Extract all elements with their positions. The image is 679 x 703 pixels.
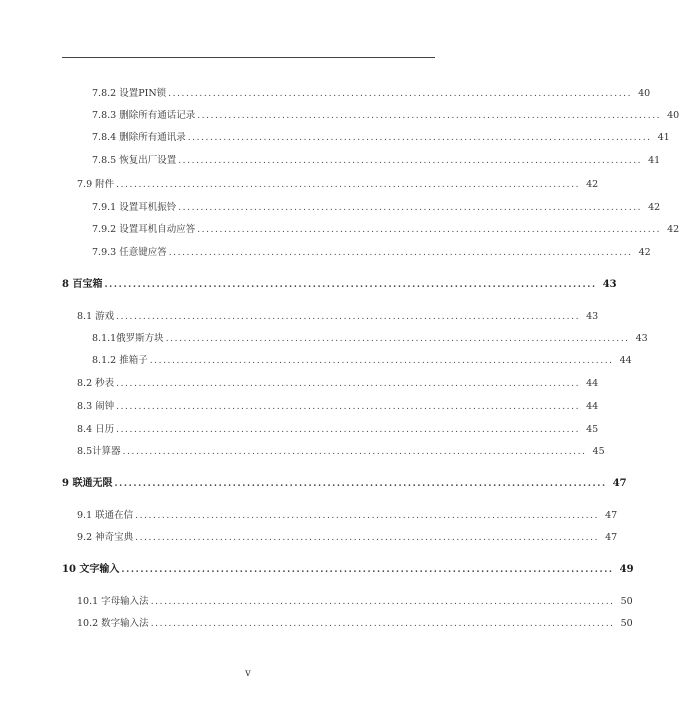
toc-entry-page: 42 [667, 224, 679, 235]
dot-leader: ........................................................................................................ [165, 334, 630, 344]
header-rule [62, 57, 435, 58]
toc-entry-page: 45 [592, 446, 605, 457]
toc-entry[interactable] [77, 594, 633, 610]
toc-entry-label: 8.1 游戏 [77, 311, 115, 322]
dot-leader: ........................................................................................................ [150, 619, 615, 629]
toc-entry[interactable] [77, 530, 618, 546]
dot-leader: ........................................................................................................ [178, 156, 643, 166]
toc-entry-page: 44 [619, 355, 632, 366]
dot-leader: ........................................................................................................ [116, 379, 581, 389]
toc-entry-page: 47 [605, 532, 618, 543]
dot-leader: ........................................................................................................ [121, 565, 614, 575]
toc-chapter-label: 10 文字输入 [62, 564, 120, 575]
toc-entry[interactable] [77, 422, 599, 438]
toc-entry-page: 44 [586, 401, 599, 412]
dot-leader: ........................................................................................................ [197, 225, 662, 235]
page-number: v [245, 668, 251, 679]
toc-chapter[interactable] [62, 476, 627, 492]
toc-entry[interactable] [92, 353, 632, 369]
dot-leader: ........................................................................................................ [135, 533, 600, 543]
toc-entry-label: 8.3 闹钟 [77, 401, 115, 412]
toc-entry-label: 7.8.3 删除所有通话记录 [92, 110, 196, 121]
toc-entry-page: 41 [657, 132, 670, 143]
toc-entry-label: 7.8.2 设置PIN锁 [92, 88, 167, 99]
toc-entry[interactable] [92, 200, 661, 216]
dot-leader: ........................................................................................................ [150, 597, 615, 607]
toc-chapter-page: 47 [612, 478, 627, 489]
toc-entry-page: 41 [648, 155, 661, 166]
toc-entry-label: 8.1.2 推箱子 [92, 355, 148, 366]
toc-entry-label: 8.4 日历 [77, 424, 115, 435]
toc-entry[interactable] [77, 508, 618, 524]
toc-chapter-label: 9 联通无限 [62, 478, 113, 489]
toc-entry[interactable] [92, 153, 661, 169]
toc-entry-page: 45 [586, 424, 599, 435]
dot-leader: ........................................................................................................ [197, 111, 662, 121]
toc-entry[interactable] [92, 331, 648, 347]
toc-entry[interactable] [77, 444, 605, 460]
dot-leader: ........................................................................................................ [168, 89, 633, 99]
toc-entry-page: 42 [638, 247, 651, 258]
toc-entry-page: 42 [586, 179, 599, 190]
toc-entry[interactable] [92, 130, 670, 146]
dot-leader: ........................................................................................................ [104, 280, 597, 290]
dot-leader: ........................................................................................................ [178, 203, 643, 213]
toc-entry-label: 7.9 附件 [77, 179, 115, 190]
dot-leader: ........................................................................................................ [116, 312, 581, 322]
dot-leader: ........................................................................................................ [116, 402, 581, 412]
toc-entry[interactable] [92, 245, 651, 261]
dot-leader: ........................................................................................................ [149, 356, 614, 366]
toc-chapter[interactable] [62, 562, 634, 578]
toc-chapter-page: 43 [602, 279, 617, 290]
dot-leader: ........................................................................................................ [122, 447, 587, 457]
dot-leader: ........................................................................................................ [168, 248, 633, 258]
toc-entry-page: 43 [586, 311, 599, 322]
toc-entry-page: 40 [638, 88, 651, 99]
toc-entry-page: 50 [620, 596, 633, 607]
toc-entry[interactable] [77, 616, 633, 632]
toc-entry[interactable] [77, 177, 599, 193]
toc-entry-label: 7.9.1 设置耳机振铃 [92, 202, 177, 213]
toc-chapter[interactable] [62, 277, 617, 293]
toc-entry-page: 40 [667, 110, 679, 121]
dot-leader: ........................................................................................................ [114, 479, 607, 489]
toc-entry-label: 9.2 神奇宝典 [77, 532, 134, 543]
toc-entry[interactable] [92, 108, 679, 124]
toc-entry-page: 42 [648, 202, 661, 213]
dot-leader: ........................................................................................................ [187, 133, 652, 143]
toc-entry-page: 47 [605, 510, 618, 521]
dot-leader: ........................................................................................................ [135, 511, 600, 521]
toc-entry-label: 10.2 数字输入法 [77, 618, 149, 629]
toc-entry[interactable] [92, 222, 679, 238]
toc-entry-label: 8.2 秒表 [77, 378, 115, 389]
toc-entry[interactable] [92, 86, 651, 102]
toc-entry-page: 50 [620, 618, 633, 629]
toc-entry[interactable] [77, 399, 599, 415]
toc-entry-page: 43 [635, 333, 648, 344]
toc-entry-label: 7.9.2 设置耳机自动应答 [92, 224, 196, 235]
toc-entry-label: 10.1 字母输入法 [77, 596, 149, 607]
toc-entry-label: 8.5计算器 [77, 446, 121, 457]
toc-entry-label: 9.1 联通在信 [77, 510, 134, 521]
toc-entry[interactable] [77, 309, 599, 325]
toc-entry-label: 8.1.1俄罗斯方块 [92, 333, 164, 344]
toc-entry-page: 44 [586, 378, 599, 389]
toc-chapter-label: 8 百宝箱 [62, 279, 103, 290]
dot-leader: ........................................................................................................ [116, 180, 581, 190]
toc-entry-label: 7.8.5 恢复出厂设置 [92, 155, 177, 166]
toc-entry[interactable] [77, 376, 599, 392]
toc-chapter-page: 49 [619, 564, 634, 575]
dot-leader: ........................................................................................................ [116, 425, 581, 435]
toc-entry-label: 7.8.4 删除所有通讯录 [92, 132, 186, 143]
toc-entry-label: 7.9.3 任意键应答 [92, 247, 167, 258]
